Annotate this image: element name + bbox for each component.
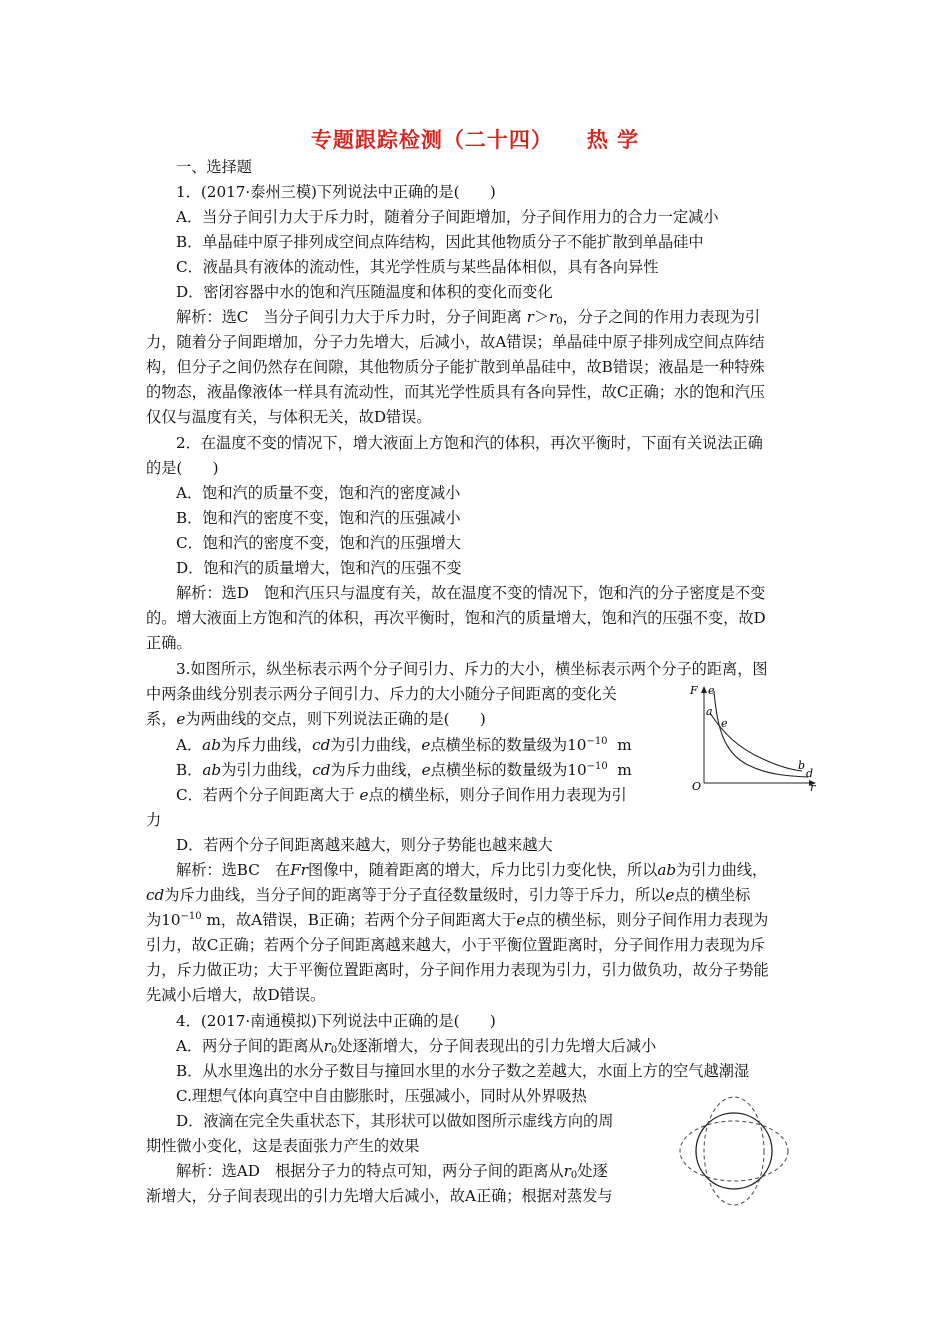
option-text: 点横坐标的数量级为10 — [430, 761, 587, 779]
title-sub: 热 学 — [586, 127, 640, 152]
curve-cd — [714, 691, 808, 777]
label-a: a — [706, 705, 713, 718]
symbol-e: e — [176, 710, 186, 728]
symbol-ab: ab — [202, 761, 222, 779]
subscript-0: 0 — [556, 316, 563, 327]
q4-option-c: C.理想气体向真空中自由膨胀时，压强减小，同时从外界吸热 — [176, 1087, 587, 1105]
q3-answer-line-2 — [146, 885, 750, 905]
q3-stem-1: 3.如图所示，纵坐标表示两个分子间引力、斥力的大小，横坐标表示两个分子的距离，图 — [176, 660, 768, 678]
q3-stem-text: 系， — [146, 710, 177, 728]
subscript-0: 0 — [330, 1045, 338, 1056]
option-text: 为斥力曲线， — [330, 761, 422, 779]
answer-text: m，故A错误，B正确；若两个分子间距离大于 — [201, 911, 517, 929]
symbol-ab: ab — [657, 861, 677, 879]
symbol-e: e — [516, 911, 526, 929]
q4-stem: 4．(2017·南通模拟)下列说法中正确的是( ) — [176, 1012, 496, 1030]
symbol-ab: ab — [202, 736, 221, 754]
label-b: b — [798, 759, 806, 772]
answer-text: 点的横坐标，则分子间作用力表现为 — [525, 911, 769, 929]
q4-answer-line-2: 渐增大，分子间表现出的引力先增大后减小，故A正确；根据对蒸发与 — [146, 1187, 613, 1205]
q2-answer-line-1: 解析：选D 饱和汽压只与温度有关，故在温度不变的情况下，饱和汽的分子密度是不变 — [176, 584, 766, 602]
exponent: −10 — [586, 761, 608, 772]
section-heading: 一、选择题 — [176, 158, 252, 176]
answer-text: 图像中，随着距离的增大，斥力比引力变化快，所以 — [308, 861, 658, 879]
symbol-r0: r — [563, 1162, 571, 1180]
label-O: O — [692, 780, 702, 791]
answer-text: 解析：选BC 在 — [176, 861, 291, 879]
title-main: 专题跟踪检测（二十四） — [310, 127, 553, 152]
q2-answer-line-2: 的。增大液面上方饱和汽的体积，再次平衡时，饱和汽的质量增大，饱和汽的压强不变，故D — [146, 609, 766, 627]
q1-answer-line-1 — [176, 307, 760, 327]
symbol-r0: r — [549, 308, 557, 326]
unit-m: m — [617, 736, 632, 754]
q1-stem: 1．(2017·泰州三模)下列说法中正确的是( ) — [176, 183, 496, 201]
option-letter: B． — [176, 761, 203, 779]
answer-text: 为10 — [146, 911, 181, 929]
q3-answer-line-3 — [146, 910, 768, 930]
page-title — [0, 124, 950, 154]
answer-text: 解析：选AD 根据分子力的特点可知，两分子间的距离从 — [176, 1162, 564, 1180]
option-text: 为引力曲线， — [330, 736, 422, 754]
exponent: −10 — [586, 736, 608, 747]
option-letter: A． — [176, 736, 203, 754]
q2-stem-1: 2．在温度不变的情况下，增大液面上方饱和汽的体积，再次平衡时，下面有关说法正确 — [176, 434, 763, 452]
symbol-e: e — [359, 786, 369, 804]
label-e-top: e — [708, 684, 715, 697]
symbol-e: e — [665, 886, 675, 904]
q3-stem-text: 为两曲线的交点，则下列说法正确的是( ) — [185, 710, 486, 728]
q3-answer-line-4: 引力，故C正确；若两个分子间距离越来越大，小于平衡位置距离时，分子间作用力表现为斥 — [146, 936, 766, 954]
symbol-gt: ＞ — [533, 308, 550, 326]
q3-answer-line-5: 力，斥力做正功；大于平衡位置距离时，分子间作用力表现为引力，引力做负功，故分子势能 — [146, 961, 769, 979]
force-distance-figure — [688, 683, 820, 791]
label-d: d — [806, 767, 814, 780]
q1-answer-text: ，分子之间的作用力表现为引 — [562, 308, 761, 326]
q1-answer-line-2: 力，随着分子间距增加，分子力先增大，后减小，故A错误；单晶硅中原子排列成空间点阵结 — [146, 333, 765, 351]
option-text: A．两分子间的距离从 — [176, 1037, 324, 1055]
symbol-e: e — [421, 761, 431, 779]
option-text: 点横坐标的数量级为10 — [430, 736, 587, 754]
q1-answer-line-3: 构，但分子之间仍然存在间隙，其他物质分子能扩散到单晶硅中，故B错误；液晶是一种特殊 — [146, 358, 765, 376]
symbol-r0: r — [323, 1037, 331, 1055]
q2-answer-line-3: 正确。 — [146, 634, 192, 652]
q3-answer-line-1 — [176, 860, 767, 880]
q4-answer-line-1 — [176, 1161, 608, 1181]
symbol-cd: cd — [146, 886, 165, 904]
q4-option-d-2: 期性微小变化，这是表面张力产生的效果 — [146, 1137, 420, 1155]
q2-option-c: C．饱和汽的密度不变，饱和汽的压强增大 — [176, 534, 461, 552]
answer-text: 为斥力曲线，当分子间的距离等于分子直径数量级时，引力等于斥力，所以 — [164, 886, 666, 904]
y-axis-arrow-icon — [701, 686, 707, 693]
answer-text: 处逐 — [577, 1162, 608, 1180]
answer-text: 为引力曲线， — [676, 861, 768, 879]
q1-answer-text: 解析：选C 当分子间引力大于斥力时，分子间距离 — [176, 308, 527, 326]
label-e: e — [721, 717, 728, 730]
option-text: C．若两个分子间距离大于 — [176, 786, 360, 804]
symbol-cd: cd — [312, 761, 331, 779]
symbol-cd: cd — [312, 736, 331, 754]
q1-option-b: B．单晶硅中原子排列成空间点阵结构，因此其他物质分子不能扩散到单晶硅中 — [176, 233, 704, 251]
option-text: 为斥力曲线， — [220, 736, 313, 754]
q3-stem-2: 中两条曲线分别表示两分子间引力、斥力的大小随分子间距离的变化关 — [146, 685, 617, 703]
q1-option-d: D．密闭容器中水的饱和汽压随温度和体积的变化而变化 — [176, 283, 553, 301]
q1-answer-line-5: 仅仅与温度有关，与体积无关，故D错误。 — [146, 408, 432, 426]
q2-option-b: B．饱和汽的密度不变，饱和汽的压强减小 — [176, 509, 461, 527]
q1-option-a: A．当分子间引力大于斥力时，随着分子间距增加，分子间作用力的合力一定减小 — [176, 208, 719, 226]
option-text: 点的横坐标，则分子间作用力表现为引 — [368, 786, 627, 804]
subscript-0: 0 — [570, 1170, 578, 1181]
label-r: r — [810, 781, 816, 791]
q1-option-c: C．液晶具有液体的流动性，其光学性质与某些晶体相似，具有各向异性 — [176, 258, 659, 276]
q2-stem-2: 的是( ) — [146, 459, 219, 477]
q3-option-c — [176, 785, 627, 805]
option-text: 处逐渐增大，分子间表现出的引力先增大后减小 — [337, 1037, 657, 1055]
q3-stem-3 — [146, 709, 486, 729]
q4-option-a — [176, 1036, 656, 1056]
q1-answer-line-4: 的物态，液晶像液体一样具有流动性，而其光学性质具有各向异性，故C正确；水的饱和汽压 — [146, 383, 766, 401]
q2-option-d: D．饱和汽的质量增大，饱和汽的压强不变 — [176, 559, 462, 577]
q2-option-a: A．饱和汽的质量不变，饱和汽的密度减小 — [176, 484, 461, 502]
q3-answer-line-6: 先减小后增大，故D错误。 — [146, 986, 326, 1004]
label-F: F — [690, 684, 698, 697]
symbol-r: r — [526, 308, 534, 326]
q3-option-b — [176, 760, 632, 780]
symbol-e: e — [421, 736, 431, 754]
option-text: 为引力曲线， — [221, 761, 313, 779]
symbol-fr: Fr — [290, 861, 309, 879]
unit-m: m — [617, 761, 632, 779]
q3-option-a — [176, 735, 632, 755]
q4-option-b: B．从水里逸出的水分子数目与撞回水里的水分子数之差越大，水面上方的空气越潮湿 — [176, 1062, 750, 1080]
answer-text: 点的横坐标 — [674, 886, 751, 904]
q4-option-d-1: D．液滴在完全失重状态下，其形状可以做如图所示虚线方向的周 — [176, 1112, 614, 1130]
q3-option-d: D．若两个分子间距离越来越大，则分子势能也越来越大 — [176, 836, 553, 854]
exponent: −10 — [180, 911, 202, 922]
droplet-figure — [676, 1093, 792, 1209]
q3-option-c-2: 力 — [146, 811, 162, 829]
